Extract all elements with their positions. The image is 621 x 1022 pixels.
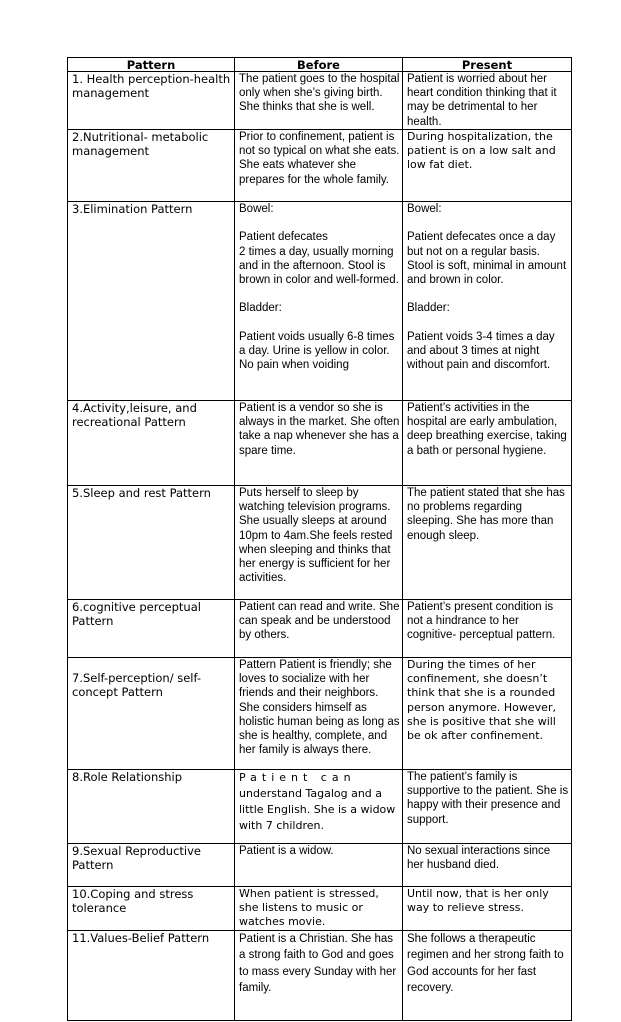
table-row	[68, 930, 572, 1020]
present-cell: Bowel: Patient defecates once a day but not on a regular basis. Stool is soft, minimal in amount and brown in color. Bladder: Patient voids 3-4 times a day and about 3 times at night without pain and discomfort.	[403, 202, 572, 401]
table-row	[68, 658, 572, 770]
table-row	[68, 770, 572, 844]
table-row	[68, 401, 572, 486]
present-cell: No sexual interactions since her husband died.	[403, 844, 572, 887]
present-cell: During hospitalization, the patient is on a low salt and low fat diet.	[403, 130, 572, 202]
pattern-cell: 9.Sexual Reproductive Pattern	[68, 844, 235, 887]
pattern-cell: 4.Activity,leisure, and recreational Pattern	[68, 401, 235, 486]
present-cell: During the times of her confinement, she doesn’t think that she is a rounded person anymore. However, she is positive that she will be ok after confinement.	[403, 658, 572, 770]
table-row	[68, 887, 572, 931]
pattern-cell: 1. Health perception-health management	[68, 72, 235, 130]
header-row	[68, 58, 572, 72]
before-cell: When patient is stressed, she listens to music or watches movie.	[235, 887, 403, 931]
before-cell: The patient goes to the hospital only when she’s giving birth. She thinks that she is well.	[235, 72, 403, 130]
before-cell: Patient is a vendor so she is always in the market. She often take a nap whenever she has a spare time.	[235, 401, 403, 486]
before-cell: Patient is a Christian. She has a strong faith to God and goes to mass every Sunday with her family.	[235, 930, 403, 1020]
header-present: Present	[403, 58, 572, 72]
before-cell: Patient is a widow.	[235, 844, 403, 887]
before-cell: Patient can read and write. She can speak and be understood by others.	[235, 600, 403, 658]
pattern-cell: 6.cognitive perceptual Pattern	[68, 600, 235, 658]
table-row	[68, 486, 572, 600]
before-cell: Puts herself to sleep by watching television programs. She usually sleeps at around 10pm to 4am.She feels rested when sleeping and thinks that her energy is sufficient for her activities.	[235, 486, 403, 600]
pattern-cell: 10.Coping and stress tolerance	[68, 887, 235, 931]
before-cell-spaced-text: Patient can	[239, 771, 356, 784]
pattern-cell: 7.Self-perception/ self-concept Pattern	[68, 658, 235, 770]
table-row	[68, 130, 572, 202]
present-cell: She follows a therapeutic regimen and her strong faith to God accounts for her fast recovery.	[403, 930, 572, 1020]
present-cell: Patient’s activities in the hospital are early ambulation, deep breathing exercise, taking a bath or personal hygiene.	[403, 401, 572, 486]
table-row	[68, 72, 572, 130]
before-cell: Bowel: Patient defecates 2 times a day, usually morning and in the afternoon. Stool is brown in color and well-formed. Bladder: Patient voids usually 6-8 times a day. Urine is yellow in color. No pain when voiding	[235, 202, 403, 401]
present-cell: The patient stated that she has no problems regarding sleeping. She has more than enough sleep.	[403, 486, 572, 600]
present-cell: The patient’s family is supportive to the patient. She is happy with their presence and support.	[403, 770, 572, 844]
before-cell-text: understand Tagalog and a little English. She is a widow with 7 children.	[239, 787, 396, 832]
pattern-cell: 2.Nutritional- metabolic management	[68, 130, 235, 202]
table-row	[68, 600, 572, 658]
pattern-cell: 8.Role Relationship	[68, 770, 235, 844]
before-cell	[235, 770, 403, 844]
table-row	[68, 202, 572, 401]
before-cell: Prior to confinement, patient is not so typical on what she eats. She eats whatever she prepares for the whole family.	[235, 130, 403, 202]
present-cell: Patient is worried about her heart condition thinking that it may be detrimental to her health.	[403, 72, 572, 130]
table-row	[68, 844, 572, 887]
pattern-cell: 5.Sleep and rest Pattern	[68, 486, 235, 600]
present-cell: Patient’s present condition is not a hindrance to her cognitive- perceptual pattern.	[403, 600, 572, 658]
header-before: Before	[235, 58, 403, 72]
present-cell: Until now, that is her only way to relieve stress.	[403, 887, 572, 931]
header-pattern: Pattern	[68, 58, 235, 72]
pattern-cell: 11.Values-Belief Pattern	[68, 930, 235, 1020]
before-cell: Pattern Patient is friendly; she loves to socialize with her friends and their neighbors. She considers himself as holistic human being as long as she is healthy, complete, and her family is always there.	[235, 658, 403, 770]
nursing-assessment-table	[67, 57, 572, 1021]
pattern-cell: 3.Elimination Pattern	[68, 202, 235, 401]
